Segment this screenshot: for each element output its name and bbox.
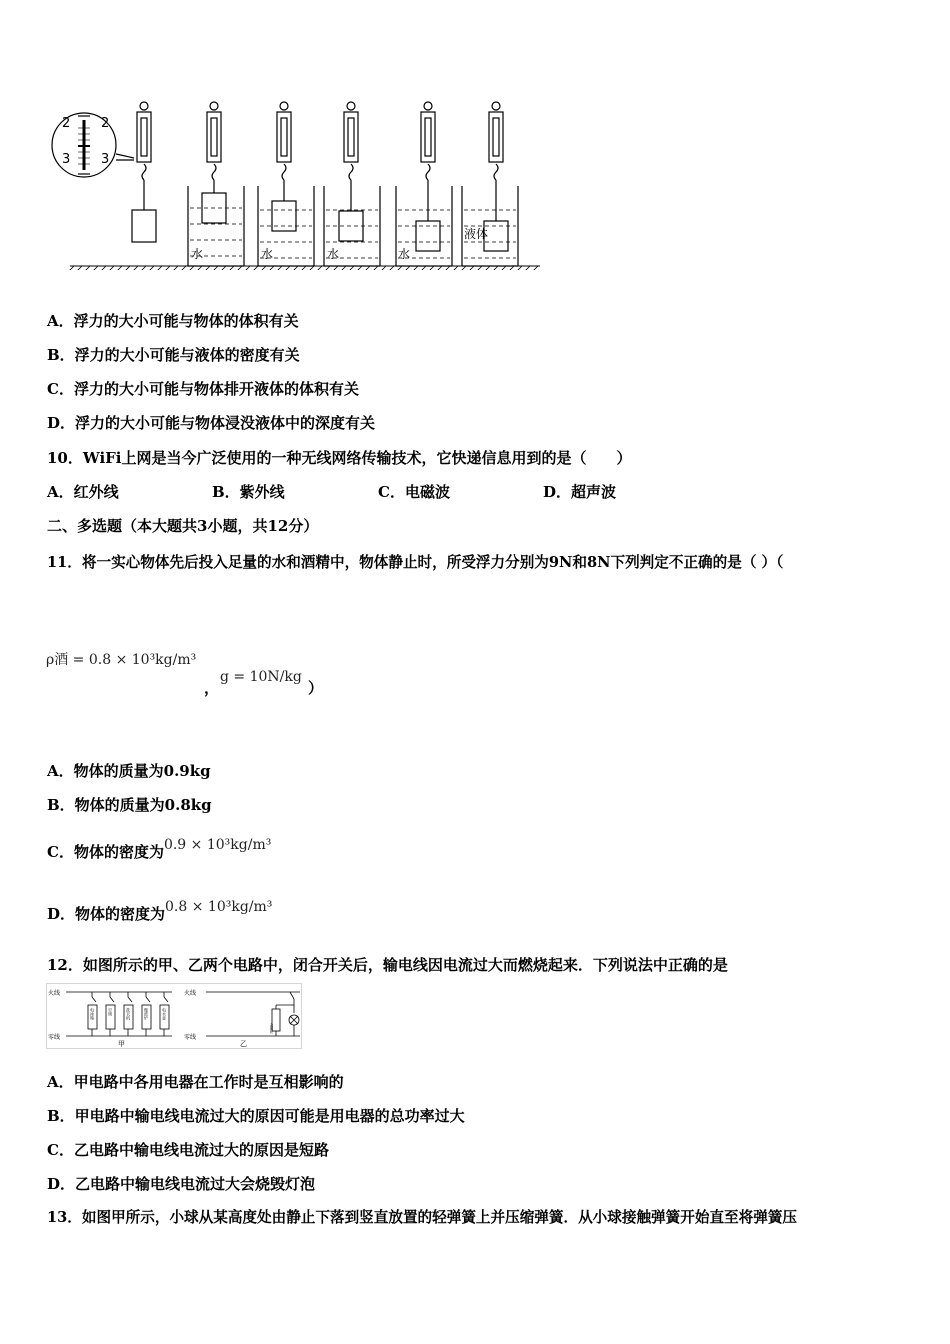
q11-option-d [47, 899, 273, 925]
dial-top-left: 2 [62, 116, 71, 131]
q9-option-a: A．浮力的大小可能与物体的体积有关 [47, 312, 299, 330]
q11-formula-rho: ρ酒 = 0.8 × 10³kg/m³ [46, 652, 197, 668]
section-heading: 二、多选题（本大题共3小题，共12分） [47, 517, 319, 535]
q9-option-d: D．浮力的大小可能与物体浸没液体中的深度有关 [47, 414, 376, 432]
q11-option-b: B．物体的质量为0.8kg [47, 796, 212, 814]
q11-comma: ， [204, 679, 220, 697]
appliance-label-1: 电冰箱 [90, 1008, 95, 1020]
q11-formula-g: g = 10N/kg [220, 669, 302, 685]
appliance-label-3: 洗衣机 [126, 1008, 131, 1020]
q10-option-d: D．超声波 [543, 483, 617, 501]
appliance-label-2: 空调 [108, 1008, 113, 1016]
circuit-neutral-label-2: 零线 [184, 1034, 197, 1041]
q12-option-b: B．甲电路中输电线电流过大的原因可能是用电器的总功率过大 [47, 1107, 465, 1125]
q10-option-c: C．电磁波 [378, 483, 450, 501]
q11-option-c-label: C．物体的密度为 [47, 843, 164, 861]
q12-option-c: C．乙电路中输电线电流过大的原因是短路 [47, 1141, 329, 1159]
q11-close-paren: ） [308, 679, 324, 697]
q12-stem: 12．如图所示的甲、乙两个电路中，闭合开关后，输电线因电流过大而燃烧起来．下列说法中正确的是 [47, 956, 728, 974]
circuit-jia-label: 甲 [118, 1040, 125, 1048]
q11-option-a: A．物体的质量为0.9kg [47, 762, 211, 780]
appliance-label-5: 电水壶 [162, 1008, 167, 1020]
q11-option-c [47, 837, 272, 863]
circuit-fire-label-2: 火线 [184, 990, 197, 997]
q9-option-b: B．浮力的大小可能与液体的密度有关 [47, 346, 300, 364]
beaker-label-2: 水 [261, 247, 274, 261]
beaker-label-5: 液体 [464, 227, 489, 241]
q12-option-a: A．甲电路中各用电器在工作时是互相影响的 [47, 1073, 344, 1091]
beaker-label-4: 水 [398, 247, 411, 261]
q11-option-c-value: 0.9 × 10³kg/m³ [163, 837, 272, 853]
q9-option-c: C．浮力的大小可能与物体排开液体的体积有关 [47, 380, 359, 398]
circuit-fire-label: 火线 [48, 990, 61, 997]
q10-option-b: B．紫外线 [212, 483, 285, 501]
q12-option-d: D．乙电路中输电线电流过大会烧毁灯泡 [47, 1175, 316, 1193]
q11-stem: 11．将一实心物体先后投入足量的水和酒精中，物体静止时，所受浮力分别为9N和8N下列判定不正确的是（ ）（ [47, 554, 784, 571]
dial-top-right: 2 [101, 116, 110, 131]
circuit-yi-label: 乙 [240, 1040, 247, 1048]
q10-stem: 10．WiFi上网是当今广泛使用的一种无线网络传输技术，它快递信息用到的是（ ） [47, 449, 632, 467]
circuit-device-label: 金属丝 [270, 1023, 274, 1034]
circuit-neutral-label: 零线 [48, 1034, 61, 1041]
circuit-figure [46, 983, 302, 1049]
q11-option-d-value: 0.8 × 10³kg/m³ [165, 899, 273, 915]
spring-scale-figure [48, 98, 548, 270]
dial-bottom-left: 3 [62, 152, 71, 167]
beaker-label-3: 水 [327, 247, 340, 261]
q11-option-d-label: D．物体的密度为 [47, 905, 166, 923]
dial-bottom-right: 3 [101, 152, 110, 167]
beaker-label-1: 水 [191, 247, 204, 261]
q10-option-a: A．红外线 [47, 483, 119, 501]
q13-stem: 13．如图甲所示，小球从某高度处由静止下落到竖直放置的轻弹簧上并压缩弹簧．从小球接触弹簧开始直至将弹簧压 [47, 1209, 798, 1226]
appliance-label-4: 微波炉 [144, 1008, 149, 1020]
